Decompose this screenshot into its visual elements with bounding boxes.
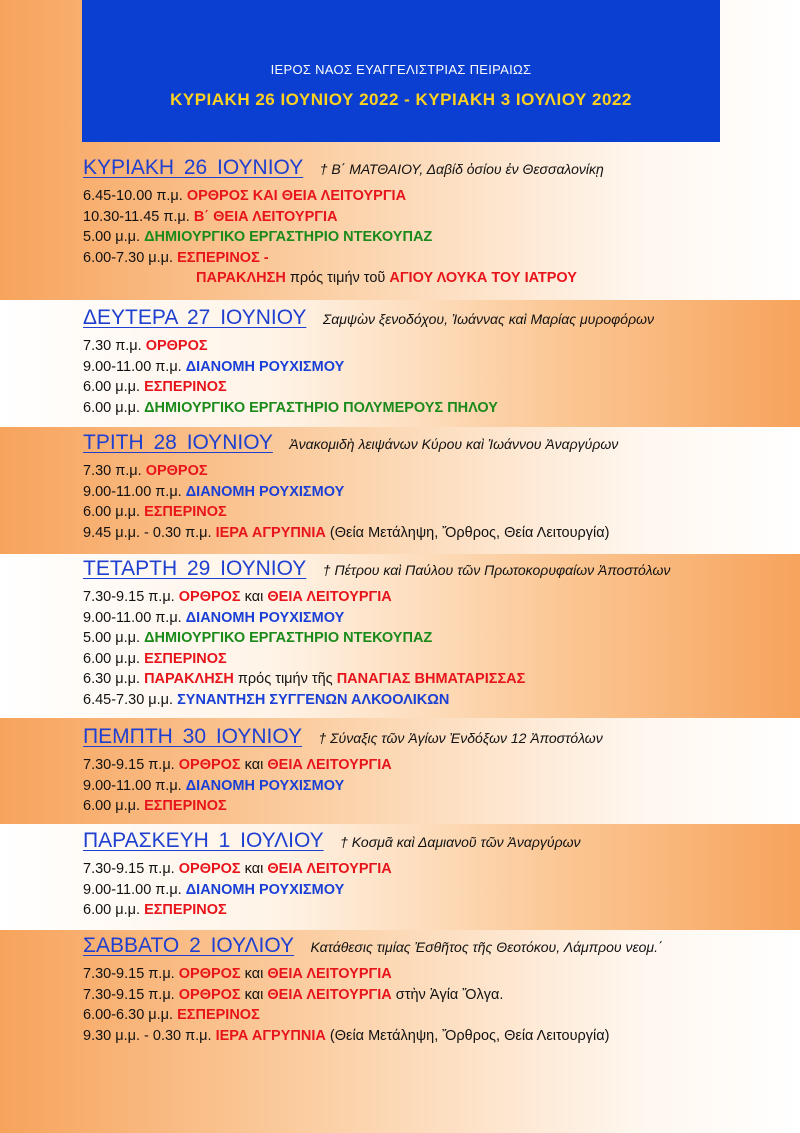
event-time: 7.30-9.15 π.μ. [83, 589, 175, 605]
event-name: ΔΙΑΝΟΜΗ ΡΟΥΧΙΣΜΟΥ [185, 777, 345, 794]
event-connector: και [244, 757, 264, 773]
feast-name: Σαμψὼν ξενοδόχου, Ἰωάννας καὶ Μαρίας μυροφόρων [322, 311, 654, 327]
event-time: 9.00-11.00 π.μ. [83, 609, 182, 626]
event-time: 6.45-10.00 π.μ. [83, 188, 183, 204]
event-name-2: ΠΑΝΑΓΙΑΣ ΒΗΜΑΤΑΡΙΣΣΑΣ [336, 671, 526, 687]
event-time: 5.00 μ.μ. [83, 229, 141, 245]
event-row [83, 608, 783, 629]
event-name: ΠΑΡΑΚΛΗΣΗ [144, 671, 234, 687]
day-title: ΠΑΡΑΣΚΕΥΗ 1 ΙΟΥΛΙΟΥ [83, 829, 324, 852]
event-name: ΔΗΜΙΟΥΡΓΙΚΟ ΕΡΓΑΣΤΗΡΙΟ ΝΤΕΚΟΥΠΑΖ [144, 229, 433, 245]
event-time: 9.00-11.00 π.μ. [83, 483, 182, 500]
event-name: ΔΙΑΝΟΜΗ ΡΟΥΧΙΣΜΟΥ [185, 358, 345, 375]
event-connector: και [244, 986, 264, 1003]
event-name-2: ΘΕΙΑ ΛΕΙΤΟΥΡΓΙΑ [267, 861, 392, 877]
schedule-period: ΚΥΡΙΑΚΗ 26 ΙΟΥΝΙΟΥ 2022 - ΚΥΡΙΑΚΗ 3 ΙΟΥΛΙΟΥ 2022 [170, 90, 632, 109]
day-title: ΔΕΥΤΕΡΑ 27 ΙΟΥΝΙΟΥ [83, 306, 307, 329]
feast-name: † Πέτρου καὶ Παύλου τῶν Πρωτοκορυφαίων Ἀποστόλων [322, 562, 671, 578]
event-connector: πρός τιμήν τοῦ [289, 270, 386, 286]
event-time: 9.00-11.00 π.μ. [83, 777, 182, 794]
event-note: στὴν Ἁγία Ὄλγα. [395, 986, 504, 1003]
event-name: ΟΡΘΡΟΣ [178, 966, 241, 982]
event-row [83, 482, 783, 503]
day-section [83, 725, 783, 817]
event-time: 6.00 μ.μ. [83, 798, 141, 814]
event-connector: και [244, 589, 264, 605]
event-name: ΟΡΘΡΟΣ [178, 861, 241, 877]
event-row [83, 690, 783, 711]
event-name: ΠΑΡΑΚΛΗΣΗ [196, 270, 286, 286]
event-name: ΔΙΑΝΟΜΗ ΡΟΥΧΙΣΜΟΥ [185, 483, 345, 500]
event-time: 7.30-9.15 π.μ. [83, 757, 175, 773]
day-section [83, 557, 783, 710]
event-time: 7.30 π.μ. [83, 463, 142, 479]
event-note: (Θεία Μετάληψη, Ὄρθρος, Θεία Λειτουργία) [329, 1027, 610, 1044]
day-section [83, 431, 783, 543]
event-name: ΔΙΑΝΟΜΗ ΡΟΥΧΙΣΜΟΥ [185, 881, 345, 898]
event-name: ΔΙΑΝΟΜΗ ΡΟΥΧΙΣΜΟΥ [185, 609, 345, 626]
event-time: 7.30 π.μ. [83, 338, 142, 354]
feast-name: † Κοσμᾶ καὶ Δαμιανοῦ τῶν Ἀναργύρων [340, 834, 581, 850]
event-time: 6.30 μ.μ. [83, 671, 141, 687]
day-title: ΤΡΙΤΗ 28 ΙΟΥΝΙΟΥ [83, 431, 273, 454]
event-time: 6.45-7.30 μ.μ. [83, 691, 174, 708]
event-connector: και [244, 861, 264, 877]
event-name-2: ΘΕΙΑ ΛΕΙΤΟΥΡΓΙΑ [267, 986, 392, 1003]
day-title: ΚΥΡΙΑΚΗ 26 ΙΟΥΝΙΟΥ [83, 156, 304, 179]
event-name-2: ΑΓΙΟΥ ΛΟΥΚΑ ΤΟΥ ΙΑΤΡΟΥ [389, 270, 577, 286]
event-time: 6.00-6.30 μ.μ. [83, 1007, 174, 1023]
event-name: ΙΕΡΑ ΑΓΡΥΠΝΙΑ [215, 1027, 326, 1044]
event-name: ΔΗΜΙΟΥΡΓΙΚΟ ΕΡΓΑΣΤΗΡΙΟ ΝΤΕΚΟΥΠΑΖ [144, 630, 433, 646]
event-row [83, 1005, 783, 1026]
event-time: 7.30-9.15 π.μ. [83, 986, 175, 1003]
event-name: ΕΣΠΕΡΙΝΟΣ - [177, 249, 269, 266]
event-name: ΟΡΘΡΟΣ [178, 757, 241, 773]
event-name: ΙΕΡΑ ΑΓΡΥΠΝΙΑ [215, 524, 326, 541]
event-time: 6.00 μ.μ. [83, 399, 141, 416]
event-name: ΟΡΘΡΟΣ [178, 589, 241, 605]
event-time: 9.00-11.00 π.μ. [83, 358, 182, 375]
event-time: 10.30-11.45 π.μ. [83, 208, 190, 225]
event-name-2: ΘΕΙΑ ΛΕΙΤΟΥΡΓΙΑ [267, 966, 392, 982]
event-row [83, 1026, 783, 1047]
day-title: ΤΕΤΑΡΤΗ 29 ΙΟΥΝΙΟΥ [83, 557, 307, 580]
header-banner [82, 0, 720, 142]
event-row [83, 357, 783, 378]
event-name: ΕΣΠΕΡΙΝΟΣ [144, 650, 227, 667]
event-name: ΕΣΠΕΡΙΝΟΣ [144, 379, 227, 395]
event-row [83, 859, 783, 880]
event-row [83, 880, 783, 901]
feast-name: † Σύναξις τῶν Ἁγίων Ἐνδόξων 12 Ἀποστόλων [318, 730, 603, 746]
event-row [83, 523, 783, 544]
event-row [83, 900, 783, 921]
event-row [83, 755, 783, 776]
day-title: ΠΕΜΠΤΗ 30 ΙΟΥΝΙΟΥ [83, 725, 303, 748]
event-time: 5.00 μ.μ. [83, 630, 141, 646]
event-row [83, 628, 783, 649]
event-time: 9.30 μ.μ. - 0.30 π.μ. [83, 1027, 212, 1044]
event-name: ΣΥΝΑΝΤΗΣΗ ΣΥΓΓΕΝΩΝ ΑΛΚΟΟΛΙΚΩΝ [177, 691, 450, 708]
event-row [83, 502, 783, 523]
event-name: ΕΣΠΕΡΙΝΟΣ [177, 1007, 260, 1023]
feast-name: Κατάθεσις τιμίας Ἐσθῆτος τῆς Θεοτόκου, Λάμπρου νεομ.΄ [310, 939, 663, 955]
church-name: ΙΕΡΟΣ ΝΑΟΣ ΕΥΑΓΓΕΛΙΣΤΡΙΑΣ ΠΕΙΡΑΙΩΣ [270, 62, 532, 77]
event-name-2: ΘΕΙΑ ΛΕΙΤΟΥΡΓΙΑ [267, 757, 392, 773]
event-row [83, 587, 783, 608]
event-time: 6.00 μ.μ. [83, 504, 141, 520]
event-name: ΕΣΠΕΡΙΝΟΣ [144, 798, 227, 814]
event-name: ΟΡΘΡΟΣ ΚΑΙ ΘΕΙΑ ΛΕΙΤΟΥΡΓΙΑ [186, 188, 407, 204]
event-row [83, 377, 783, 398]
event-time: 6.00-7.30 μ.μ. [83, 249, 174, 266]
event-time: 7.30-9.15 π.μ. [83, 966, 175, 982]
event-name: ΟΡΘΡΟΣ [145, 463, 208, 479]
event-row [83, 776, 783, 797]
event-name: ΔΗΜΙΟΥΡΓΙΚΟ ΕΡΓΑΣΤΗΡΙΟ ΠΟΛΥΜΕΡΟΥΣ ΠΗΛΟΥ [144, 399, 498, 416]
event-name-2: ΘΕΙΑ ΛΕΙΤΟΥΡΓΙΑ [267, 589, 392, 605]
event-row [83, 985, 783, 1006]
event-row [83, 398, 783, 419]
day-section [83, 306, 783, 418]
event-row [83, 461, 783, 482]
day-section [83, 156, 783, 289]
event-name: Β΄ ΘΕΙΑ ΛΕΙΤΟΥΡΓΙΑ [193, 208, 338, 225]
event-row [83, 669, 783, 690]
event-row [83, 964, 783, 985]
event-connector: και [244, 966, 264, 982]
event-note: (Θεία Μετάληψη, Ὄρθρος, Θεία Λειτουργία) [329, 524, 610, 541]
event-row [83, 796, 783, 817]
event-connector: πρός τιμήν τῆς [237, 671, 333, 687]
event-row [83, 649, 783, 670]
event-name: ΕΣΠΕΡΙΝΟΣ [144, 504, 227, 520]
event-name: ΟΡΘΡΟΣ [178, 986, 241, 1003]
event-time: 9.00-11.00 π.μ. [83, 881, 182, 898]
event-row [83, 268, 783, 289]
feast-name: Ἀνακομιδὴ λειψάνων Κύρου καὶ Ἰωάννου Ἀναργύρων [289, 436, 619, 452]
event-name: ΕΣΠΕΡΙΝΟΣ [144, 902, 227, 918]
day-section [83, 934, 783, 1046]
day-title: ΣΑΒΒΑΤΟ 2 ΙΟΥΛΙΟΥ [83, 934, 295, 957]
event-time: 7.30-9.15 π.μ. [83, 861, 175, 877]
day-section [83, 829, 783, 921]
event-row [83, 227, 783, 248]
event-row [83, 207, 783, 228]
feast-name: † Β΄ ΜΑΤΘΑΙΟΥ, Δαβίδ ὁσίου ἐν Θεσσαλονίκῃ [319, 161, 604, 177]
event-row [83, 336, 783, 357]
event-time: 9.45 μ.μ. - 0.30 π.μ. [83, 524, 212, 541]
event-time: 6.00 μ.μ. [83, 650, 141, 667]
event-row [83, 248, 783, 269]
event-row [83, 186, 783, 207]
event-time: 6.00 μ.μ. [83, 379, 141, 395]
event-time: 6.00 μ.μ. [83, 902, 141, 918]
event-name: ΟΡΘΡΟΣ [145, 338, 208, 354]
